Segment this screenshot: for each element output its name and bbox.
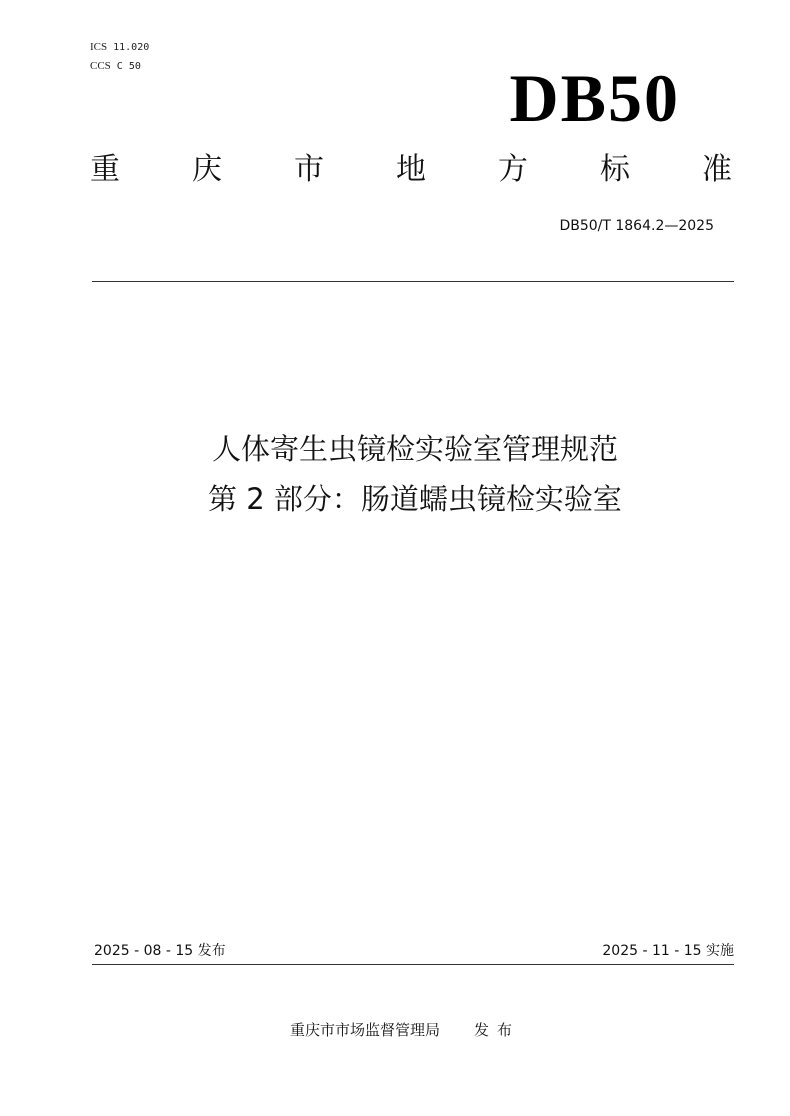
standard-type-char: 庆 — [192, 152, 222, 187]
title-line-1: 人体寄生虫镜检实验室管理规范 — [211, 432, 618, 466]
standard-number: DB50/T 1864.2—2025 — [559, 218, 714, 234]
issuer-line — [0, 1019, 790, 1041]
ccs-label: CCS — [90, 60, 111, 72]
classification-codes — [90, 38, 149, 76]
standard-type-char: 重 — [90, 152, 120, 187]
ics-value: 11.020 — [113, 42, 150, 53]
standard-type-heading — [88, 150, 734, 190]
ccs-code — [90, 57, 149, 76]
date-row — [92, 940, 734, 964]
publication-date: 2025 - 08 - 15 发布 — [94, 943, 226, 959]
db50-logo: DB50 — [509, 60, 680, 136]
standard-type-char: 标 — [600, 152, 630, 187]
ics-label: ICS — [90, 41, 108, 53]
standard-type-char: 市 — [294, 152, 324, 187]
issuer-name: 重庆市市场监督管理局 — [289, 1021, 440, 1039]
standard-type-char: 方 — [498, 152, 528, 187]
standard-type-char: 地 — [396, 152, 426, 187]
bottom-divider — [92, 964, 734, 965]
issuer-action: 发布 — [474, 1021, 521, 1039]
ccs-value: C 50 — [116, 61, 141, 72]
title-line-2: 第 2 部分：肠道蠕虫镜检实验室 — [208, 482, 622, 516]
top-divider — [92, 281, 734, 282]
ics-code — [90, 38, 149, 57]
document-title — [0, 424, 790, 524]
standard-type-char: 准 — [702, 152, 732, 187]
implementation-date: 2025 - 11 - 15 实施 — [602, 943, 734, 959]
